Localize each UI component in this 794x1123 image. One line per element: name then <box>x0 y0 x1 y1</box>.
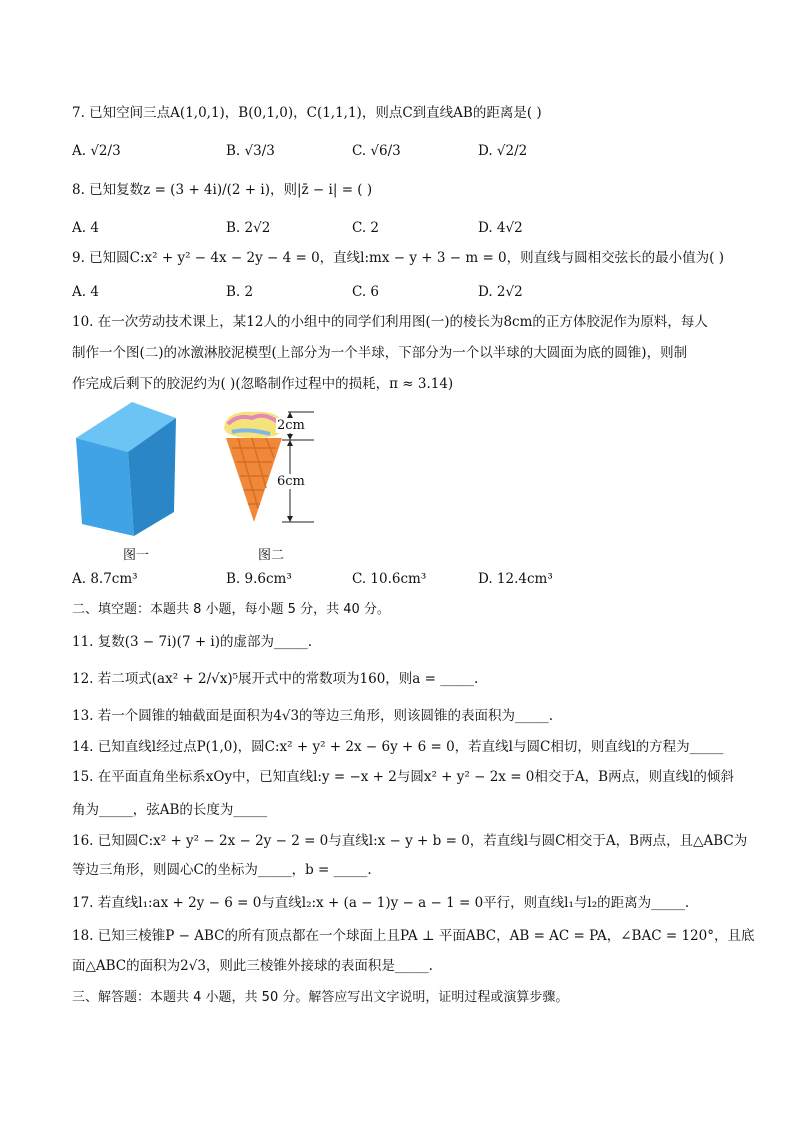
question-11: 11. 复数(3 − 7i)(7 + i)的虚部为_____. <box>72 634 313 650</box>
question-13: 13. 若一个圆锥的轴截面是面积为4√3的等边三角形，则该圆锥的表面积为_____. <box>72 708 554 724</box>
q8-option-b: B. 2√2 <box>226 220 271 236</box>
q8-option-c: C. 2 <box>352 220 380 236</box>
dim-label-6cm: 6cm <box>277 474 305 489</box>
q9-option-a: A. 4 <box>72 284 99 300</box>
section-2-header: 二、填空题：本题共 8 小题，每小题 5 分，共 40 分。 <box>72 602 390 617</box>
figure-cube <box>72 400 180 538</box>
question-10-line-1: 10. 在一次劳动技术课上，某12人的小组中的同学们利用图(一)的棱长为8cm的正方体胶泥作为原料，每人 <box>72 314 708 330</box>
section-3-header: 三、解答题：本题共 4 小题，共 50 分。解答应写出文字说明，证明过程或演算步骤。 <box>72 990 569 1005</box>
question-10-line-3: 作完成后剩下的胶泥约为( )(忽略制作过程中的损耗，π ≈ 3.14) <box>72 376 454 392</box>
q7-option-d: D. √2/2 <box>478 143 528 159</box>
cube-front-face <box>76 438 134 536</box>
question-7-stem: 7. 已知空间三点A(1,0,1)，B(0,1,0)，C(1,1,1)，则点C到直线AB的距离是( ) <box>72 105 542 121</box>
q7-option-a: A. √2/3 <box>72 143 121 159</box>
dim-arrow-4 <box>287 516 293 522</box>
question-12: 12. 若二项式(ax² + 2/√x)⁵展开式中的常数项为160，则a = _____. <box>72 671 479 687</box>
q10-option-b: B. 9.6cm³ <box>226 571 292 587</box>
q7-option-c: C. √6/3 <box>352 143 401 159</box>
q9-option-c: C. 6 <box>352 284 380 300</box>
question-15-line-1: 15. 在平面直角坐标系xOy中，已知直线l:y = −x + 2与圆x² + y² − 2x = 0相交于A，B两点，则直线l的倾斜 <box>72 769 734 785</box>
q8-option-a: A. 4 <box>72 220 99 236</box>
figure-1-caption: 图一 <box>123 548 150 563</box>
figure-2-caption: 图二 <box>258 548 285 563</box>
question-16-line-1: 16. 已知圆C:x² + y² − 2x − 2y − 2 = 0与直线l:x − y + b = 0，若直线l与圆C相交于A，B两点，且△ABC为 <box>72 833 748 849</box>
question-17: 17. 若直线l₁:ax + 2y − 6 = 0与直线l₂:x + (a − 1)y − a − 1 = 0平行，则直线l₁与l₂的距离为_____. <box>72 895 690 911</box>
q9-option-b: B. 2 <box>226 284 254 300</box>
dim-arrow-3 <box>287 440 293 446</box>
question-9-stem: 9. 已知圆C:x² + y² − 4x − 2y − 4 = 0，直线l:mx − y + 3 − m = 0，则直线与圆相交弦长的最小值为( ) <box>72 250 724 266</box>
question-10-line-2: 制作一个图(二)的冰激淋胶泥模型(上部分为一个半球，下部分为一个以半球的大圆面为底的圆锥)，则制 <box>72 345 688 361</box>
q10-option-d: D. 12.4cm³ <box>478 571 553 587</box>
question-15-line-2: 角为_____，弦AB的长度为_____ <box>72 802 268 818</box>
question-18-line-1: 18. 已知三棱锥P − ABC的所有顶点都在一个球面上且PA ⊥ 平面ABC，AB = AC = PA，∠BAC = 120°，且底 <box>72 928 755 944</box>
q8-option-d: D. 4√2 <box>478 220 523 236</box>
dim-label-2cm: 2cm <box>277 418 305 433</box>
question-18-line-2: 面△ABC的面积为2√3，则此三棱锥外接球的表面积是_____. <box>72 958 433 974</box>
dim-arrow-2 <box>287 434 293 440</box>
question-14: 14. 已知直线l经过点P(1,0)，圆C:x² + y² + 2x − 6y + 6 = 0，若直线l与圆C相切，则直线l的方程为_____ <box>72 739 724 755</box>
q9-option-d: D. 2√2 <box>478 284 523 300</box>
q7-option-b: B. √3/3 <box>226 143 275 159</box>
question-16-line-2: 等边三角形，则圆心C的坐标为_____，b = _____. <box>72 862 372 878</box>
question-8-stem: 8. 已知复数z = (3 + 4i)/(2 + i)，则|z̄ − i| = ( ) <box>72 182 373 198</box>
ice-cream-cone <box>226 438 282 522</box>
q10-option-c: C. 10.6cm³ <box>352 571 427 587</box>
q10-option-a: A. 8.7cm³ <box>72 571 138 587</box>
